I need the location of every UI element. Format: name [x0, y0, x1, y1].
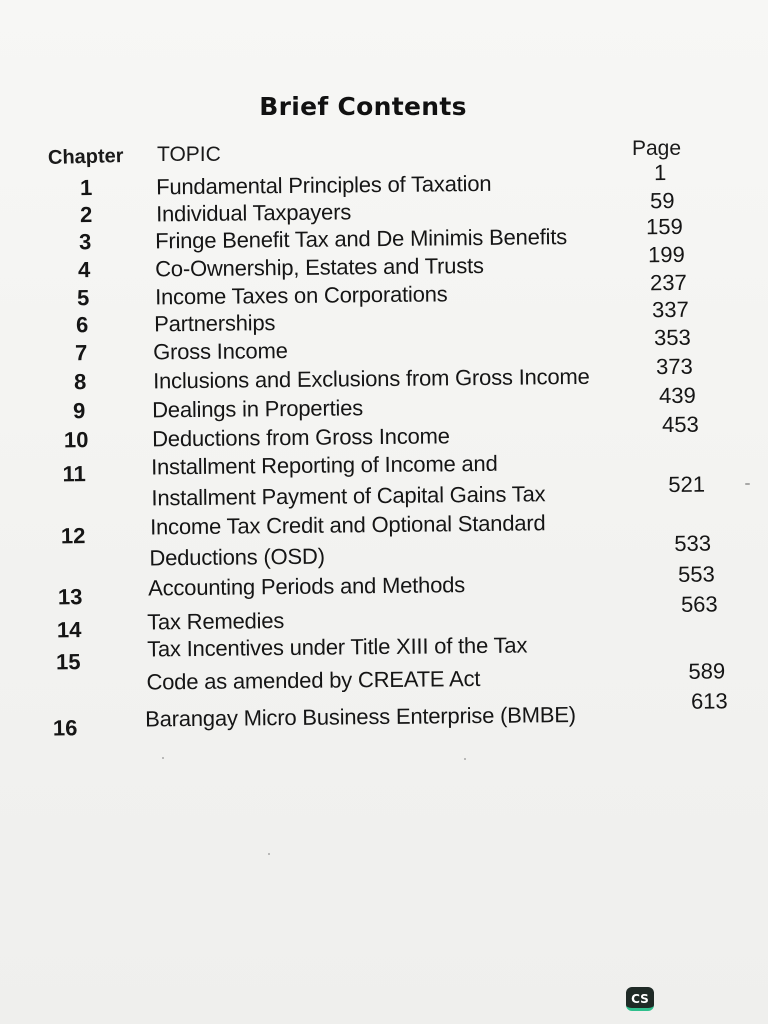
page-number: 439: [658, 382, 696, 409]
chapter-topic-continued: Deductions (OSD): [149, 543, 325, 571]
page-number: 373: [655, 353, 693, 380]
page-number: 553: [677, 561, 715, 587]
page-number: 337: [651, 296, 689, 323]
chapter-number: 1: [79, 175, 93, 201]
chapter-topic: Deductions from Gross Income: [152, 423, 450, 452]
chapter-number: 4: [77, 257, 91, 283]
chapter-number: 2: [79, 202, 93, 228]
page-number: 453: [661, 411, 699, 438]
chapter-topic: Fringe Benefit Tax and De Minimis Benefits: [155, 224, 568, 254]
chapter-number: 6: [75, 312, 89, 338]
page-number: 353: [653, 324, 691, 351]
scan-speck: [745, 483, 750, 485]
chapter-number: 13: [57, 584, 83, 610]
chapter-number: 15: [55, 649, 81, 675]
chapter-topic-continued: Installment Payment of Capital Gains Tax: [151, 481, 546, 511]
page-number: 199: [647, 241, 685, 268]
page-number: 613: [690, 688, 728, 714]
chapter-number: 8: [73, 369, 87, 395]
scan-speck: [464, 758, 466, 760]
chapter-number: 7: [74, 340, 88, 366]
page-number: 237: [649, 269, 687, 296]
toc-row: [0, 353, 768, 395]
chapter-topic: Individual Taxpayers: [156, 199, 352, 227]
page-number: 533: [674, 530, 712, 556]
chapter-topic: Dealings in Properties: [152, 395, 364, 423]
toc-row: [0, 382, 768, 424]
chapter-number: 3: [78, 229, 92, 255]
page-number: 59: [649, 187, 675, 214]
camscanner-logo: CS: [626, 987, 654, 1011]
toc-row: [0, 508, 768, 571]
chapter-topic: Income Taxes on Corporations: [155, 281, 448, 310]
chapter-topic: Tax Remedies: [147, 608, 285, 635]
chapter-column-header: Chapter: [47, 145, 124, 169]
topic-column-header: TOPIC: [157, 143, 221, 166]
chapter-topic: Installment Reporting of Income and: [151, 450, 498, 480]
chapter-topic: Partnerships: [154, 310, 276, 337]
page-number: 563: [680, 591, 718, 617]
chapter-topic: Co-Ownership, Estates and Trusts: [155, 252, 484, 282]
chapter-topic: Barangay Micro Business Enterprise (BMBE): [145, 701, 577, 732]
chapter-number: 10: [63, 427, 89, 453]
page-number: 159: [645, 213, 683, 240]
toc-row: [0, 324, 768, 366]
page-title: Brief Contents: [259, 92, 467, 121]
scan-speck: [162, 757, 164, 759]
chapter-topic: Income Tax Credit and Optional Standard: [150, 510, 546, 540]
page-number: 1: [653, 160, 667, 186]
chapter-number: 16: [52, 715, 78, 741]
toc-row: [0, 688, 768, 741]
chapter-number: 11: [62, 461, 86, 487]
chapter-topic: Fundamental Principles of Taxation: [156, 170, 492, 200]
chapter-topic-continued: Code as amended by CREATE Act: [146, 665, 481, 695]
chapter-topic: Tax Incentives under Title XIII of the Tax: [147, 632, 528, 662]
toc-row: [0, 411, 768, 453]
chapter-topic: Gross Income: [153, 338, 288, 365]
chapter-number: 12: [60, 523, 86, 549]
chapter-number: 5: [76, 285, 90, 311]
chapter-number: 9: [72, 398, 86, 424]
page-column-header: Page: [632, 137, 682, 160]
chapter-number: 14: [56, 617, 82, 643]
page-number: 589: [688, 658, 726, 684]
chapter-topic: Inclusions and Exclusions from Gross Income: [153, 363, 590, 394]
page-number: 521: [668, 471, 706, 498]
chapter-topic: Accounting Periods and Methods: [148, 572, 466, 601]
scan-speck: [268, 853, 270, 855]
